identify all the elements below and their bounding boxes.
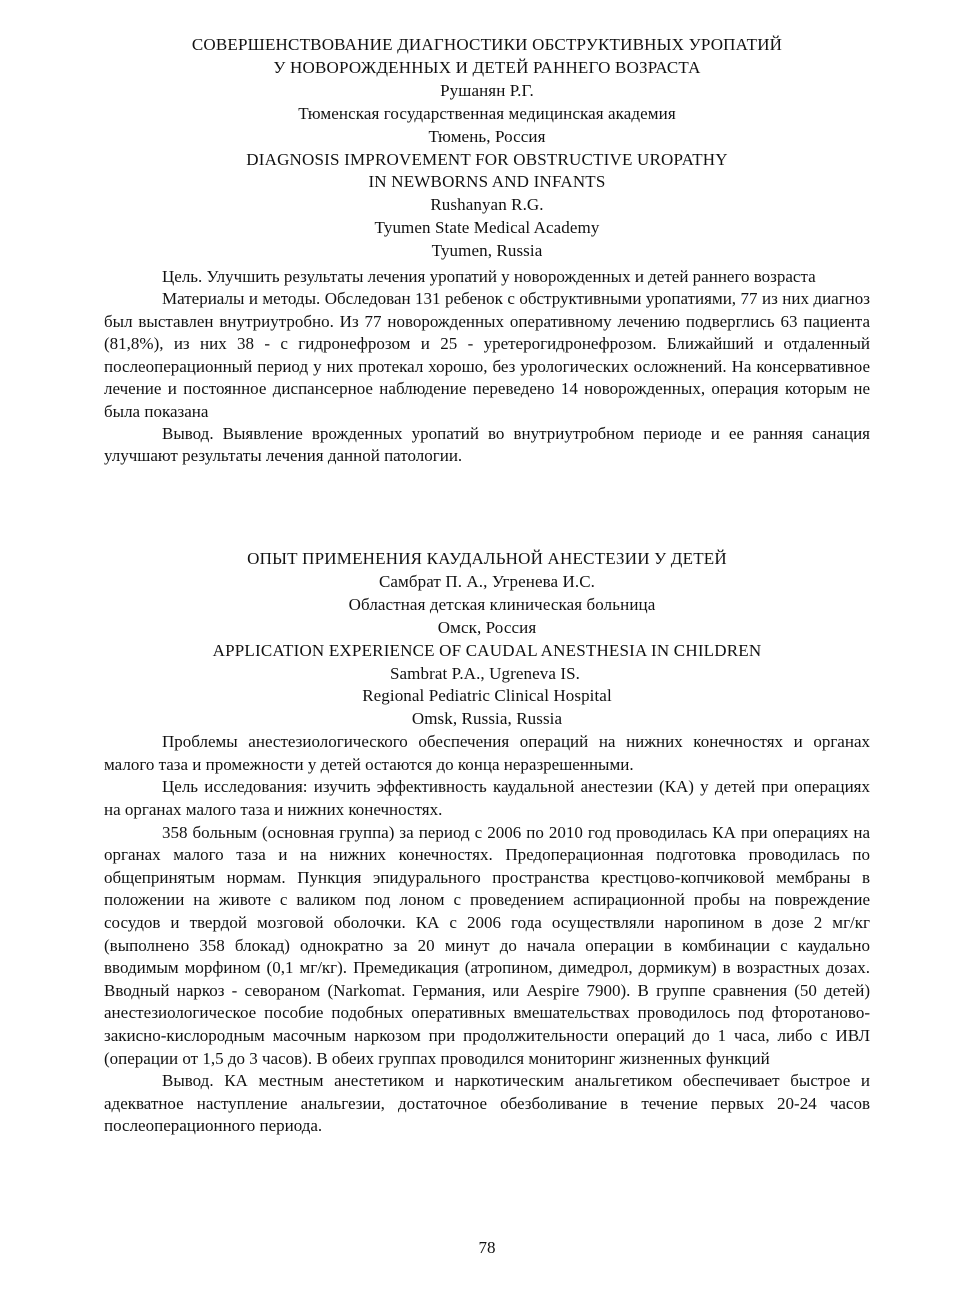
title-en-line-2: IN NEWBORNS AND INFANTS [368,172,606,192]
title-ru-line-1: СОВЕРШЕНСТВОВАНИЕ ДИАГНОСТИКИ ОБСТРУКТИВНЫХ УРОПАТИЙ [191,35,783,54]
title-ru: ОПЫТ ПРИМЕНЕНИЯ КАУДАЛЬНОЙ АНЕСТЕЗИИ У ДЕТЕЙ [247,549,727,568]
city-en: Tyumen, Russia [431,241,543,261]
paragraph-aim: Цель. Улучшить результаты лечения уропатий у новорожденных и детей раннего возраста [162,267,816,287]
paragraph-conclusion: Вывод. Выявление врожденных уропатий во внутриутробном периоде и ее ранняя санация улучшают результаты лечения данной патологии. [104,423,870,466]
authors-en: Rushanyan R.G. [430,195,544,215]
abstract-uropathy [104,34,870,468]
title-en-line-1: DIAGNOSIS IMPROVEMENT FOR OBSTRUCTIVE UROPATHY [246,149,728,169]
page-number: 78 [478,1238,496,1257]
institution-ru: Областная детская клиническая больница [348,594,656,614]
authors-ru: Рушанян Р.Г. [440,80,534,100]
authors-ru: Самбрат П. А., Угренева И.С. [378,571,596,591]
paragraph-aim: Цель исследования: изучить эффективность каудальной анестезии (КА) у детей при операциях на органах малого таза и нижних конечностях. [104,777,870,820]
city-ru: Тюмень, Россия [428,126,546,146]
paragraph-methods: 358 больным (основная группа) за период с 2006 по 2010 год проводилась КА при операциях на органах малого таза и на нижних конечностях. Предоперационная подготовка проводилась по общепринятым нормам. Пункция эпидурального пространства крестцово-копчиковой мембраны в положении на животе с валиком под лоном с проведением аспирационной пробы на повреждение сосудов и твердой мозговой оболочки. КА с 2006 года осуществляли наропином в дозе 2 мг/кг (выполнено 358 блокад) однократно за 20 минут до начала операции в комбинации с каудально вводимым морфином (0,1 мг/кг). Премедикация (атропином, димедрол, дормикум) в возрастных дозах. Вводный наркоз - севораном (Narkomat. Германия, или Aespire 7900). В группе сравнения (50 детей) анестезиологическое пособие подобных оперативных вмешательствах проводилось под фторотаново-закисно-кислородным масочным наркозом при продолжительности операций до 1 часа, либо с ИВЛ (операции от 1,5 до 3 часов). В обеих группах проводился мониторинг жизненных функций [104,822,870,1068]
title-en: APPLICATION EXPERIENCE OF CAUDAL ANESTHESIA IN CHILDREN [212,640,762,660]
paragraph-problem: Проблемы анестезиологического обеспечения операций на нижних конечностях и органах малого таза и промежности у детей остаются до конца неразрешенными. [104,732,870,774]
institution-en: Tyumen State Medical Academy [374,218,600,238]
authors-en: Sambrat P.A., Ugreneva IS. [389,663,581,683]
institution-en: Regional Pediatric Clinical Hospital [362,686,612,706]
title-ru-line-2: У НОВОРОЖДЕННЫХ И ДЕТЕЙ РАННЕГО ВОЗРАСТА [273,57,701,77]
city-en: Omsk, Russia, Russia [411,709,563,729]
abstract-caudal-anesthesia [104,548,870,1138]
paragraph-conclusion: Вывод. КА местным анестетиком и наркотическим анальгетиком обеспечивает быстрое и адекватное наступление анальгезии, достаточное обезболивание в течение первых 20-24 часов послеоперационного периода. [104,1071,870,1136]
institution-ru: Тюменская государственная медицинская академия [298,103,676,123]
paragraph-methods: Материалы и методы. Обследован 131 ребенок с обструктивными уропатиями, 77 из них диагноз был выставлен внутриутробно. Из 77 новорожденных оперативному лечению подверглись 63 пациента (81,8%), из них 38 - с гидронефрозом и 25 - уретерогидронефрозом. Ближайший и отдаленный послеоперационный период у них протекал хорошо, без урологических осложнений. На консервативное лечение и постоянное диспансерное наблюдение переведено 14 новорожденных, операция которым не была показана [104,289,870,421]
document-page [104,0,870,1314]
city-ru: Омск, Россия [437,617,537,637]
